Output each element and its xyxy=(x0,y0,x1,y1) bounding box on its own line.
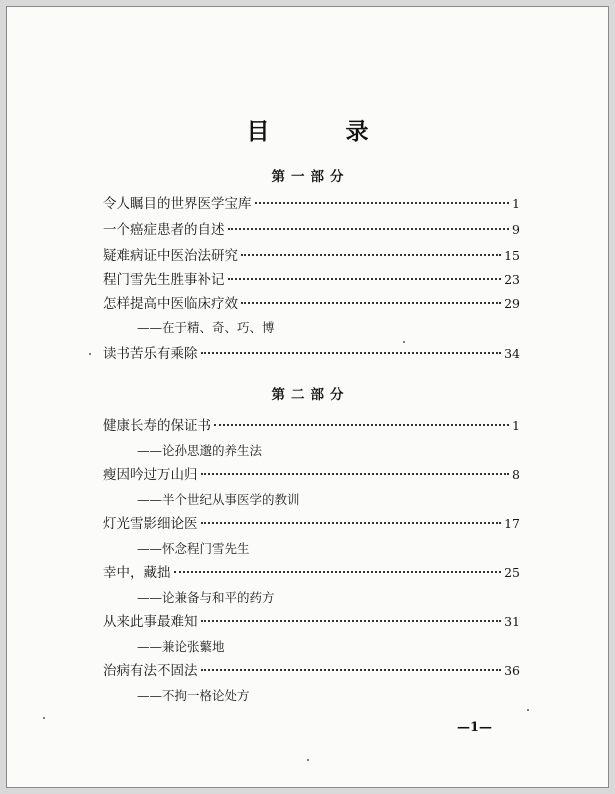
leader-dots xyxy=(201,522,502,524)
toc-entry[interactable] xyxy=(103,295,520,313)
scan-speck xyxy=(307,759,309,761)
toc-entry-page: 25 xyxy=(504,565,520,580)
toc-entry-title: 从来此事最难知 xyxy=(103,614,198,630)
toc-entry-page: 36 xyxy=(504,663,520,678)
toc-entry-page: 23 xyxy=(504,272,520,287)
leader-dots xyxy=(241,302,501,304)
scan-speck xyxy=(89,353,91,355)
toc-entry[interactable] xyxy=(103,247,520,265)
toc-entry-page: 34 xyxy=(504,346,520,361)
toc-entry-subtitle: ——不拘一格论处方 xyxy=(137,688,250,703)
toc-entry-subtitle: ——怀念程门雪先生 xyxy=(137,541,250,556)
toc-entry-title: 疑难病证中医治法研究 xyxy=(103,248,238,264)
part-one-heading: 第一部分 xyxy=(271,169,350,185)
toc-entry-title: 瘦因吟过万山归 xyxy=(103,467,198,483)
leader-dots xyxy=(228,228,510,230)
toc-entry-page: 8 xyxy=(512,467,520,482)
scan-speck xyxy=(403,341,405,343)
toc-entry[interactable] xyxy=(103,515,520,533)
leader-dots xyxy=(214,424,509,426)
toc-entry-title: 程门雪先生胜事补记 xyxy=(103,272,225,288)
toc-entry-page: 9 xyxy=(512,222,520,237)
toc-title: 目 录 xyxy=(246,119,403,145)
toc-entry[interactable] xyxy=(103,662,520,680)
leader-dots xyxy=(201,473,510,475)
toc-entry-title: 令人瞩目的世界医学宝库 xyxy=(103,196,252,212)
toc-entry[interactable] xyxy=(103,417,520,435)
toc-entry[interactable] xyxy=(103,466,520,484)
toc-entry[interactable] xyxy=(103,221,520,239)
toc-entry-subtitle: ——兼论张蘩地 xyxy=(137,639,225,654)
leader-dots xyxy=(228,278,502,280)
toc-entry-title: 一个癌症患者的自述 xyxy=(103,222,225,238)
leader-dots xyxy=(201,669,502,671)
toc-entry-page: 31 xyxy=(504,614,520,629)
toc-entry-title: 幸中，藏拙 xyxy=(103,565,171,581)
toc-entry[interactable] xyxy=(103,195,520,213)
toc-entry[interactable] xyxy=(103,345,520,363)
toc-entry[interactable] xyxy=(103,613,520,631)
toc-entry-title: 怎样提高中医临床疗效 xyxy=(103,296,238,312)
scan-speck xyxy=(43,717,45,719)
toc-entry[interactable] xyxy=(103,271,520,289)
toc-entry-page: 15 xyxy=(504,248,520,263)
toc-entry-page: 17 xyxy=(504,516,520,531)
toc-entry-title: 读书苦乐有乘除 xyxy=(103,346,198,362)
part-two-heading: 第二部分 xyxy=(271,387,350,403)
leader-dots xyxy=(201,620,502,622)
toc-entry[interactable] xyxy=(103,564,520,582)
document-page xyxy=(6,6,609,788)
toc-entry-page: 1 xyxy=(512,196,520,211)
page-number: —1— xyxy=(457,720,493,735)
toc-entry-subtitle: ——在于精、奇、巧、博 xyxy=(137,320,275,335)
toc-entry-page: 1 xyxy=(512,418,520,433)
toc-entry-subtitle: ——论兼备与和平的药方 xyxy=(137,590,275,605)
toc-entry-title: 治病有法不固法 xyxy=(103,663,198,679)
toc-entry-subtitle: ——论孙思邈的养生法 xyxy=(137,443,263,458)
leader-dots xyxy=(174,571,502,573)
toc-entry-page: 29 xyxy=(504,296,520,311)
leader-dots xyxy=(201,352,502,354)
toc-entry-subtitle: ——半个世纪从事医学的教训 xyxy=(137,492,300,507)
leader-dots xyxy=(255,202,510,204)
leader-dots xyxy=(241,254,501,256)
scan-speck xyxy=(527,709,529,711)
toc-entry-title: 健康长寿的保证书 xyxy=(103,418,211,434)
toc-entry-title: 灯光雪影细论医 xyxy=(103,516,198,532)
